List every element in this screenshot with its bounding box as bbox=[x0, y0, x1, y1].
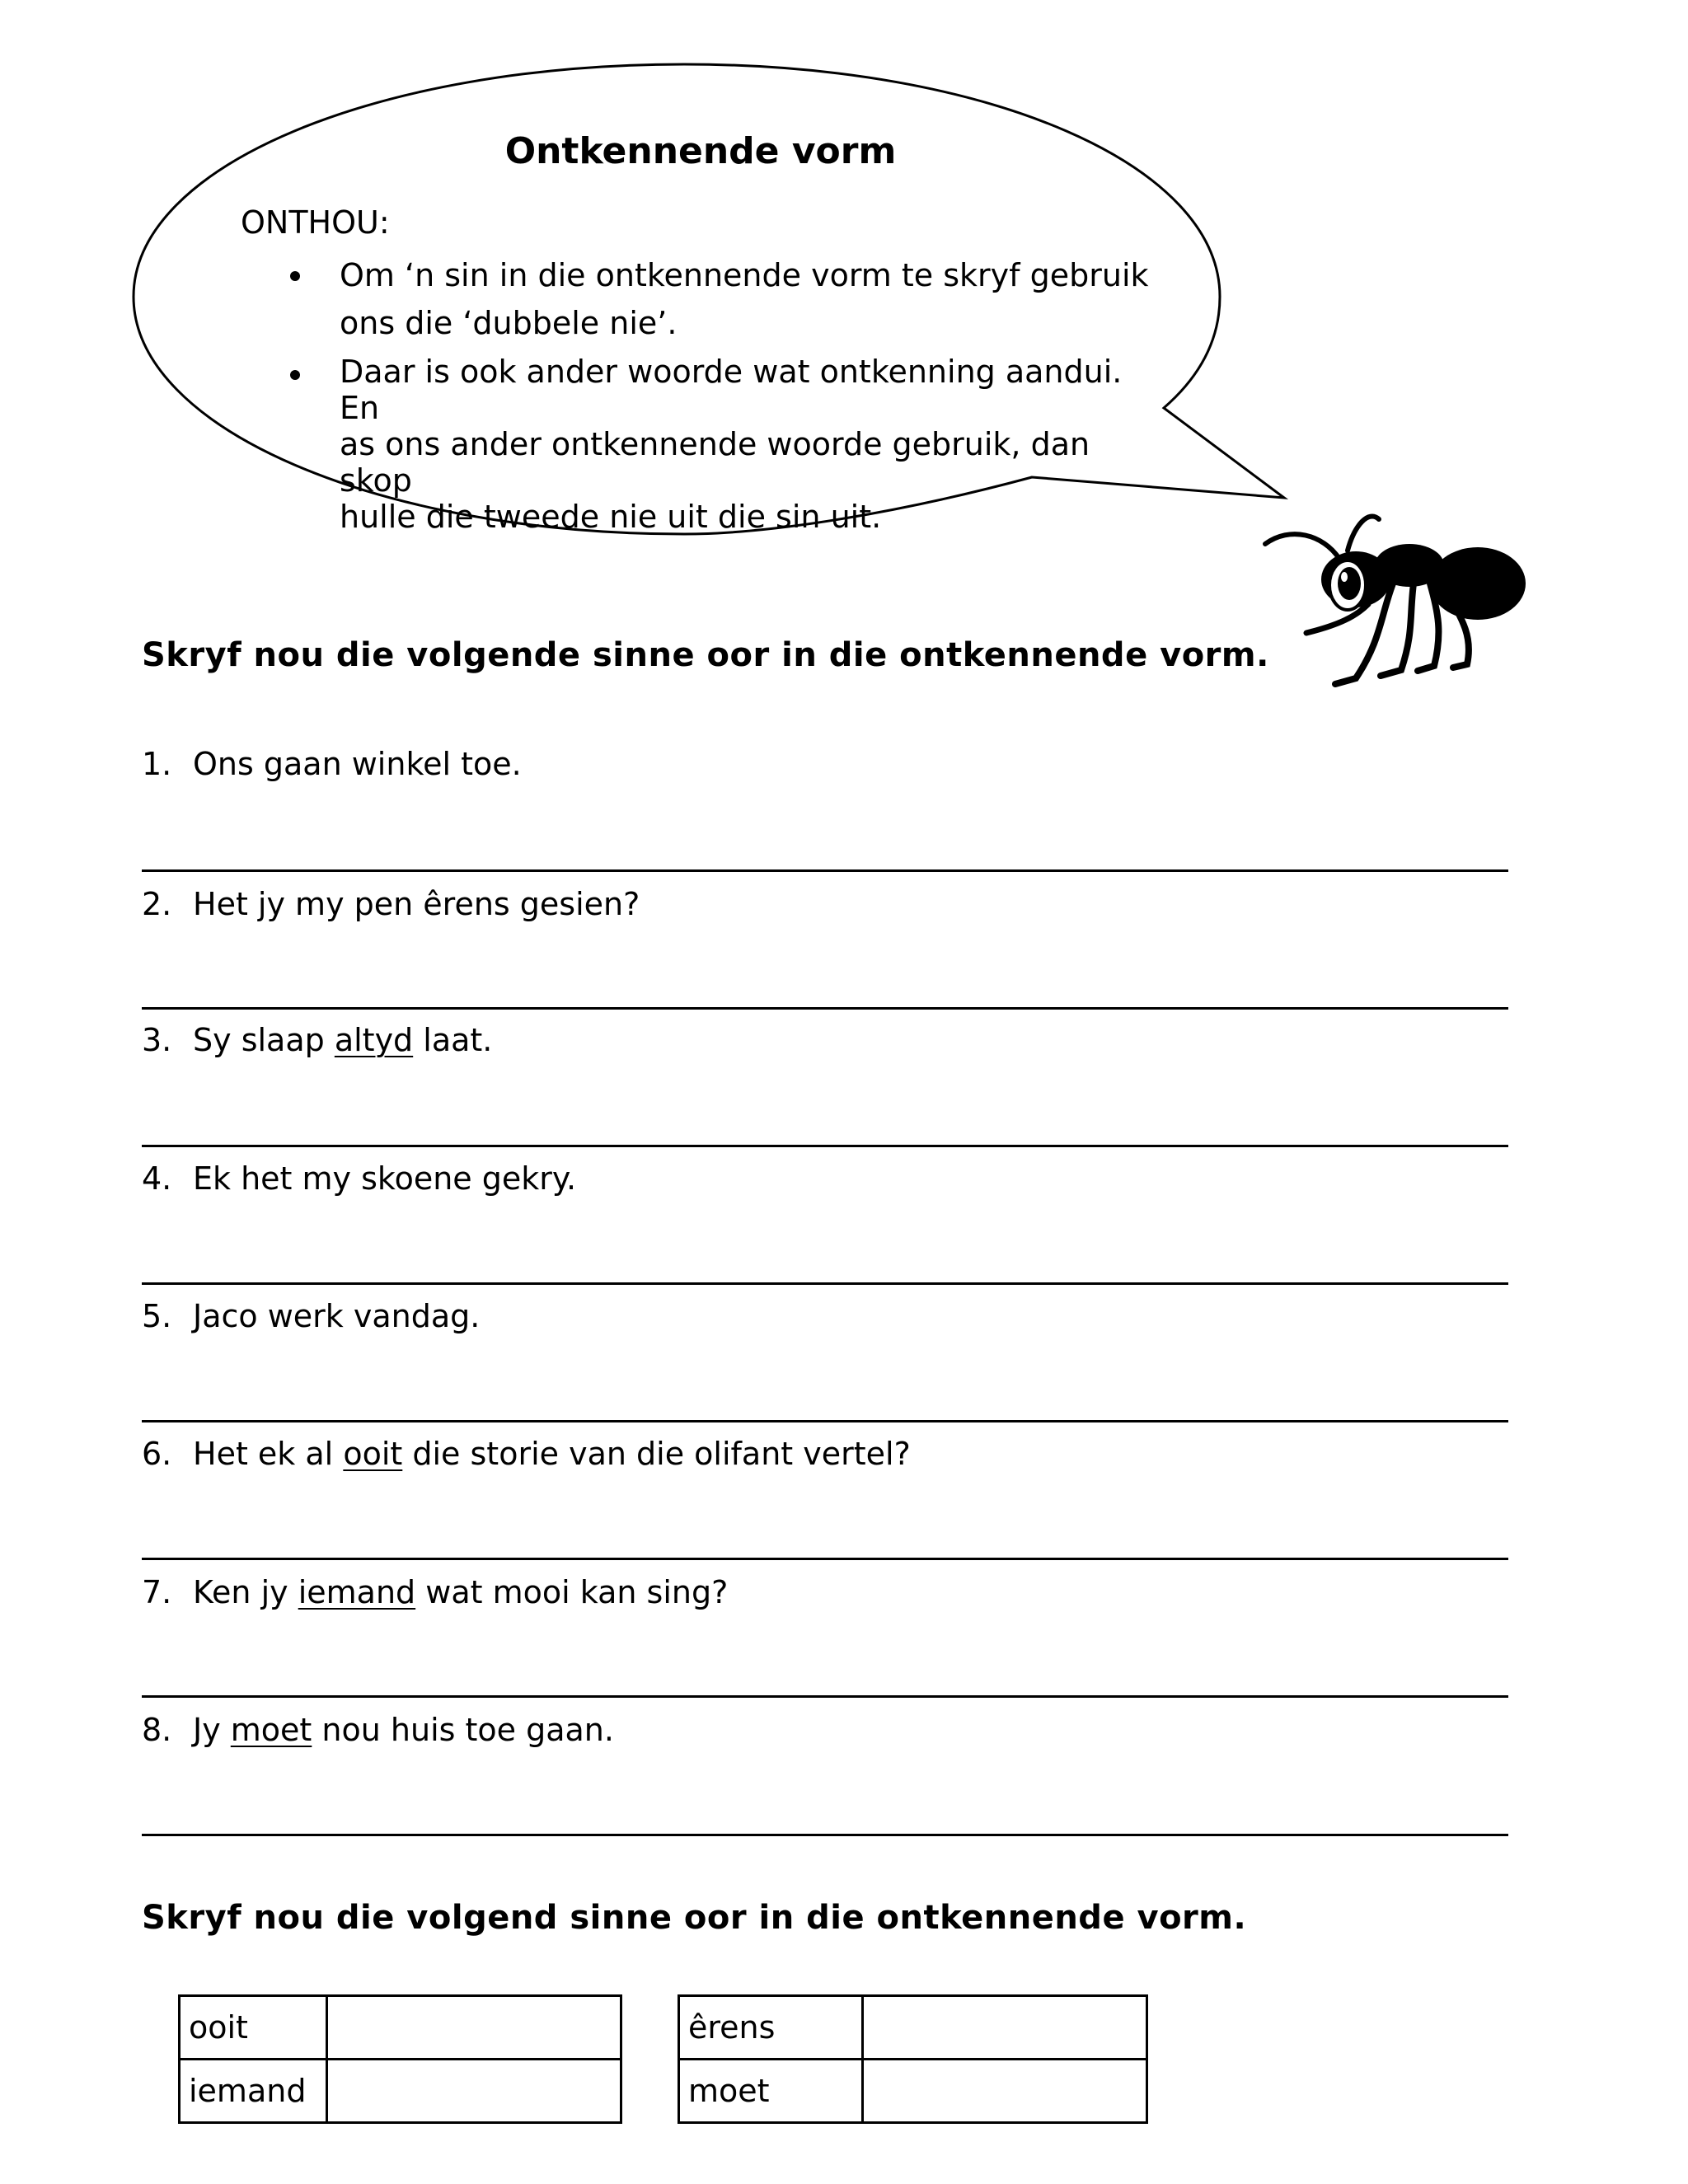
question-text: die storie van die olifant vertel? bbox=[402, 1436, 911, 1472]
question-text: wat mooi kan sing? bbox=[415, 1574, 729, 1610]
question-text: Jaco werk vandag. bbox=[193, 1298, 481, 1334]
question-text: Ons gaan winkel toe. bbox=[193, 746, 522, 782]
question-text: Jy bbox=[193, 1712, 231, 1748]
question-text: nou huis toe gaan. bbox=[312, 1712, 614, 1748]
bullet-text-line: hulle die tweede nie uit die sin uit. bbox=[340, 499, 882, 535]
question-number: 8. bbox=[142, 1712, 172, 1748]
bullet-text-line: Daar is ook ander woorde wat ontkenning aandui. En bbox=[340, 354, 1123, 426]
question-6 bbox=[142, 1436, 911, 1472]
answer-line-2[interactable] bbox=[142, 1007, 1508, 1010]
bullet-item-other-negatives bbox=[280, 354, 1170, 535]
answer-line-7[interactable] bbox=[142, 1695, 1508, 1698]
table-row bbox=[679, 2060, 1147, 2123]
remember-label: ONTHOU: bbox=[241, 204, 390, 241]
table-word-cell: iemand bbox=[180, 2060, 327, 2123]
question-number: 1. bbox=[142, 746, 172, 782]
bullet-dot-icon bbox=[290, 271, 300, 281]
bullet-text-line: ons die ‘dubbele nie’. bbox=[340, 305, 678, 341]
ant-icon bbox=[1257, 501, 1529, 699]
answer-line-5[interactable] bbox=[142, 1420, 1508, 1422]
bullet-text-line: as ons ander ontkennende woorde gebruik, dan skop bbox=[340, 426, 1090, 499]
question-3 bbox=[142, 1022, 492, 1058]
question-text: Het ek al bbox=[193, 1436, 344, 1472]
instruction-heading-1: Skryf nou die volgende sinne oor in die ontkennende vorm. bbox=[142, 636, 1269, 674]
bullet-list bbox=[280, 251, 1170, 535]
question-4 bbox=[142, 1160, 576, 1197]
question-8 bbox=[142, 1712, 614, 1748]
question-number: 6. bbox=[142, 1436, 172, 1472]
table-answer-cell[interactable] bbox=[327, 2060, 621, 2123]
question-text: laat. bbox=[413, 1022, 493, 1058]
table-answer-cell[interactable] bbox=[327, 1996, 621, 2060]
question-number: 7. bbox=[142, 1574, 172, 1610]
underlined-word: moet bbox=[230, 1712, 312, 1748]
question-text: Het jy my pen êrens gesien? bbox=[193, 886, 640, 922]
underlined-word: altyd bbox=[334, 1022, 414, 1058]
question-number: 2. bbox=[142, 886, 172, 922]
underlined-word: ooit bbox=[343, 1436, 403, 1472]
table-word-cell: moet bbox=[679, 2060, 863, 2123]
table-word-cell: ooit bbox=[180, 1996, 327, 2060]
answer-line-3[interactable] bbox=[142, 1145, 1508, 1147]
table-word-cell: êrens bbox=[679, 1996, 863, 2060]
question-text: Ken jy bbox=[193, 1574, 298, 1610]
table-answer-cell[interactable] bbox=[863, 1996, 1147, 2060]
instruction-heading-2: Skryf nou die volgend sinne oor in die ontkennende vorm. bbox=[142, 1899, 1247, 1937]
question-5 bbox=[142, 1298, 480, 1334]
table-answer-cell[interactable] bbox=[863, 2060, 1147, 2123]
answer-line-1[interactable] bbox=[142, 869, 1508, 872]
question-number: 5. bbox=[142, 1298, 172, 1334]
bullet-dot-icon bbox=[290, 370, 300, 380]
answer-line-4[interactable] bbox=[142, 1282, 1508, 1285]
underlined-word: iemand bbox=[298, 1574, 416, 1610]
question-2 bbox=[142, 886, 640, 922]
question-text: Sy slaap bbox=[193, 1022, 335, 1058]
question-number: 4. bbox=[142, 1160, 172, 1197]
table-row bbox=[180, 1996, 621, 2060]
answer-line-8[interactable] bbox=[142, 1834, 1508, 1836]
table-row bbox=[679, 1996, 1147, 2060]
word-table-left bbox=[178, 1994, 622, 2124]
question-text: Ek het my skoene gekry. bbox=[193, 1160, 577, 1197]
bullet-item-double-negative bbox=[280, 251, 1170, 347]
question-number: 3. bbox=[142, 1022, 172, 1058]
question-1 bbox=[142, 746, 522, 782]
bullet-text-line: Om ‘n sin in die ontkennende vorm te skryf gebruik bbox=[340, 257, 1149, 293]
word-table-right bbox=[678, 1994, 1148, 2124]
answer-line-6[interactable] bbox=[142, 1558, 1508, 1560]
bubble-title: Ontkennende vorm bbox=[504, 130, 897, 172]
question-7 bbox=[142, 1574, 728, 1610]
table-row bbox=[180, 2060, 621, 2123]
